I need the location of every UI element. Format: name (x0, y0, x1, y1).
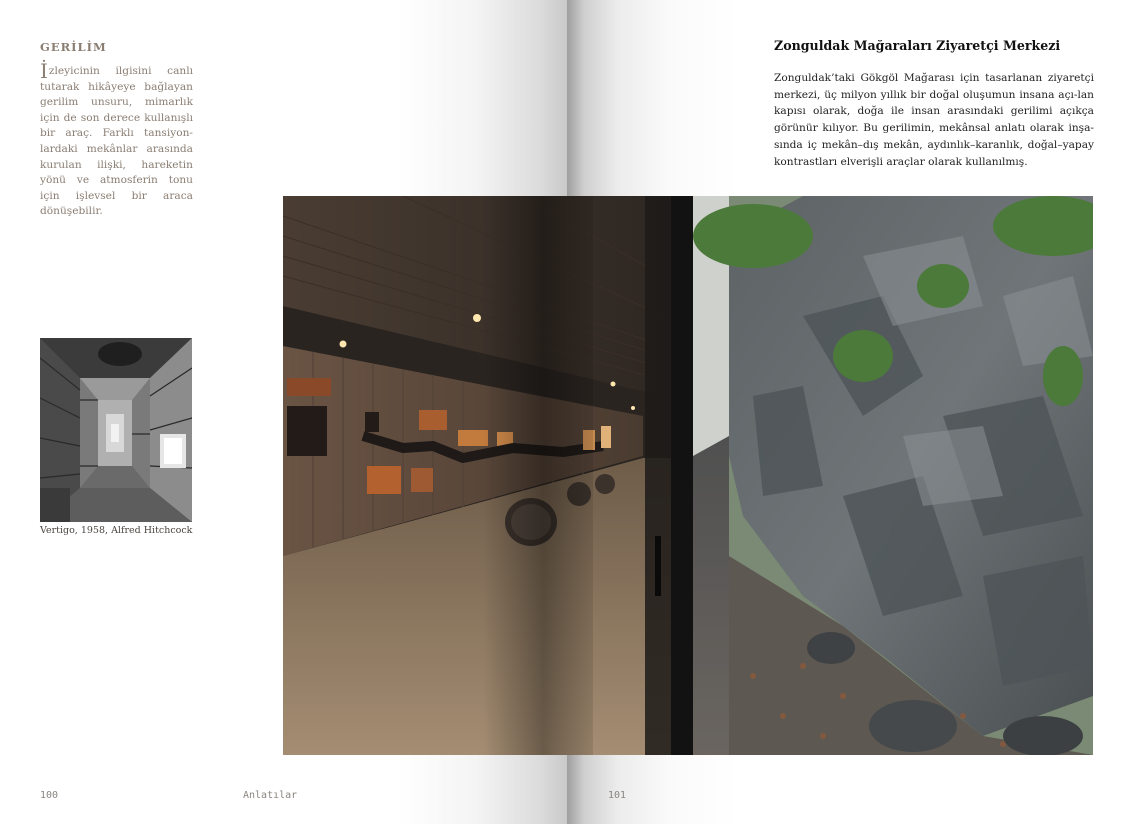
article-body: Zonguldak’taki Gökgöl Mağarası için tasarlanan ziyaretçi merkezi, üç milyon yıllık bir doğal oluşumun insana açı-lan kapısı olarak, doğa ile insan arasındaki gerilimi açıkça görünür kılıyor. Bu gerilimin, mekânsal anlatı olarak inşa-sında iç mekân–dış mekân, aydınlık–karanlık, doğal–yapay kontrastları elverişli araçlar olarak kullanılmış. (774, 72, 1094, 168)
vertigo-still-image (40, 338, 192, 522)
drop-cap: İ (40, 59, 48, 83)
vertigo-stairwell-illustration (40, 338, 192, 522)
article-title: Zonguldak Mağaraları Ziyaretçi Merkezi (774, 38, 1061, 53)
intro-paragraph (40, 59, 193, 220)
running-head: Anlatılar (243, 790, 298, 801)
section-label: GERİLİM (40, 40, 107, 54)
figure-caption: Vertigo, 1958, Alfred Hitchcock (40, 525, 193, 536)
visitor-center-illustration (283, 196, 1093, 755)
visitor-center-photo (283, 196, 1093, 755)
right-page-number: 101 (608, 790, 627, 801)
intro-text: zleyicinin ilgisini canlı tutarak hikâyeye bağlayan gerilim unsuru, mimarlık için de son derece kullanışlı bir araç. Farklı tansiyon-lardaki mekânlar arasında kurulan ilişki, hareketin yönü ve atmosferin tonu için işlevsel bir araca dönüşebilir. (40, 65, 193, 218)
left-page-number: 100 (40, 790, 59, 801)
